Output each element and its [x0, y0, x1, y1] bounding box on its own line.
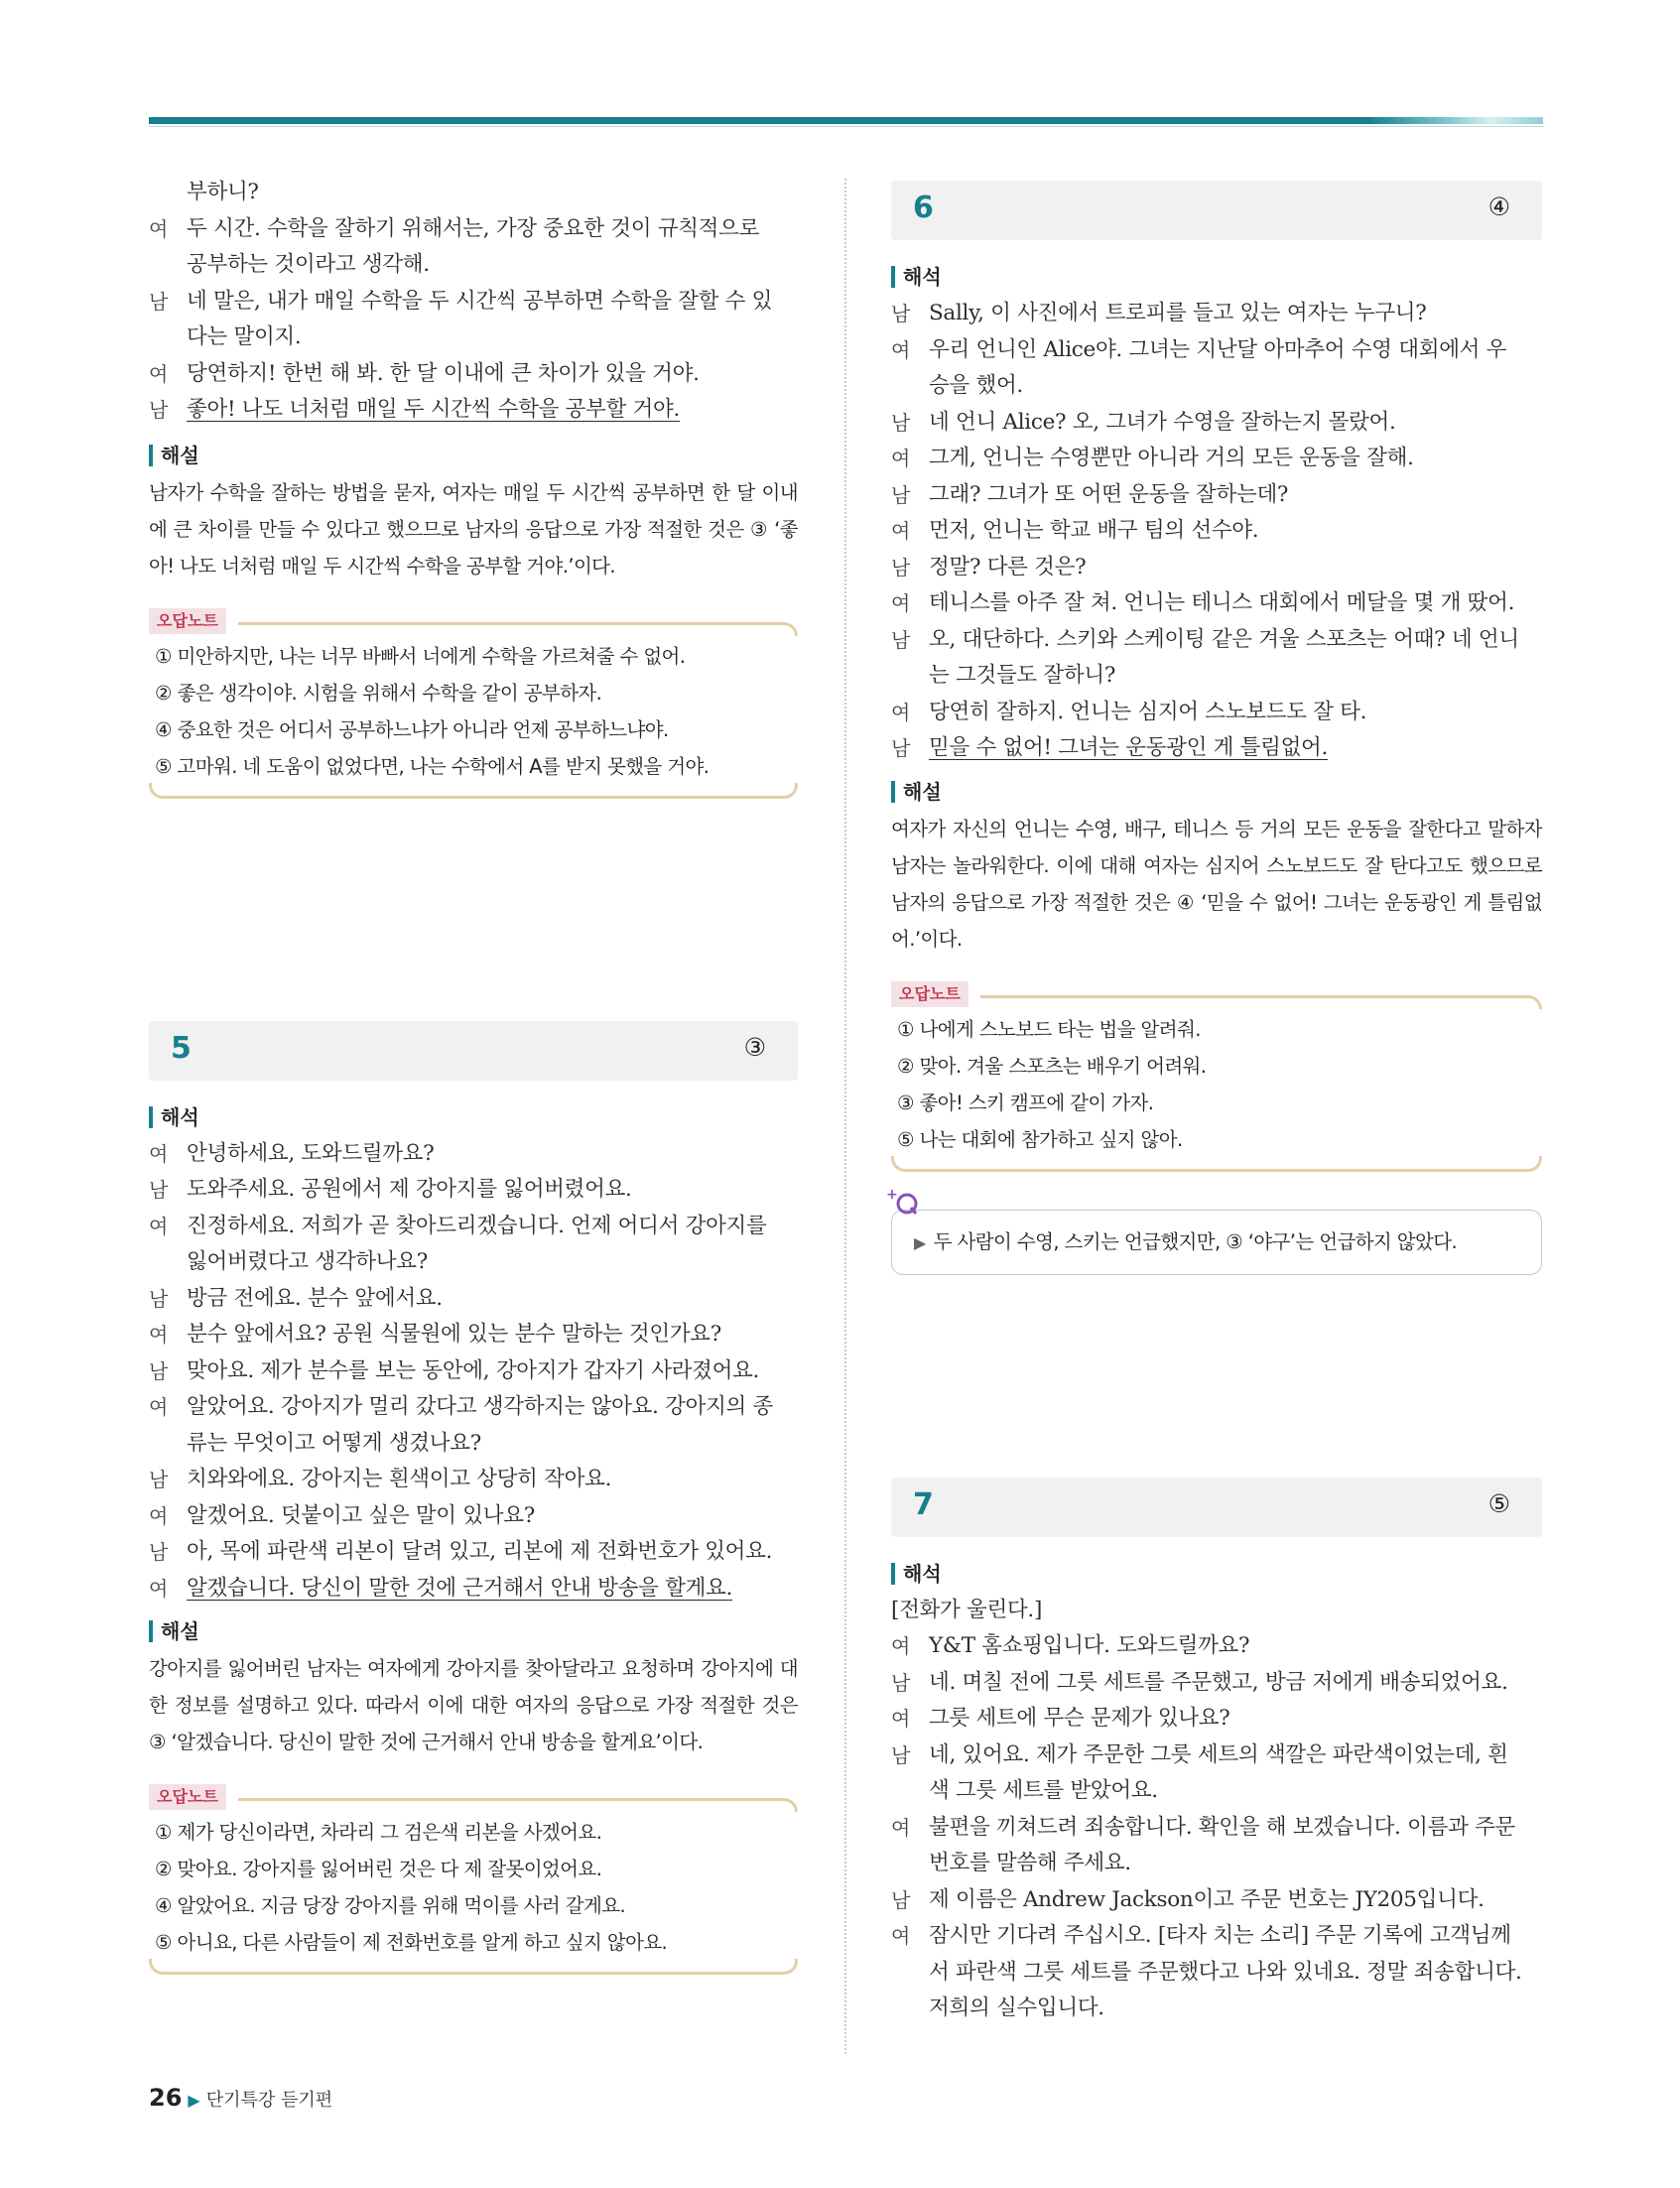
dialogue-line: 여 분수 앞에서요? 공원 식물원에 있는 분수 말하는 것인가요?	[149, 1322, 721, 1347]
note-item: ⑤ 아니요, 다른 사람들이 제 전화번호를 알게 하고 싶지 않아요.	[155, 1931, 668, 1954]
dialogue-line: 남 제 이름은 Andrew Jackson이고 주문 번호는 JY205입니다.	[891, 1886, 1485, 1912]
dialogue-line: 류는 무엇이고 어떻게 생겼나요?	[187, 1430, 481, 1456]
note-tag: 오답노트	[149, 1784, 226, 1810]
svg-text:+: +	[886, 1186, 898, 1203]
question-header-7	[891, 1478, 1542, 1537]
dialogue-line: 여 불편을 끼쳐드려 죄송합니다. 확인을 해 보겠습니다. 이름과 주문	[891, 1814, 1516, 1840]
dialogue-line: 남 아, 목에 파란색 리본이 달려 있고, 리본에 제 전화번호가 있어요.	[149, 1539, 773, 1564]
q7-dialogue	[891, 1628, 1542, 2027]
dialogue-line: 남 맞아요. 제가 분수를 보는 동안에, 강아지가 갑자기 사라졌어요.	[149, 1357, 760, 1383]
arrow-right-icon: ▶	[914, 1232, 926, 1252]
dialogue-line: 남 네, 있어요. 제가 주문한 그릇 세트의 색깔은 파란색이었는데, 흰	[891, 1741, 1508, 1767]
dialogue-line: 여 알았어요. 강아지가 멀리 갔다고 생각하지는 않아요. 강아지의 종	[149, 1394, 774, 1419]
dialogue-line: 여 두 시간. 수학을 잘하기 위해서는, 가장 중요한 것이 규칙적으로	[149, 215, 760, 241]
note-item: ⑤ 고마워. 네 도움이 없었다면, 나는 수학에서 A를 받지 못했을 거야.	[155, 754, 710, 778]
header-rule-thin	[149, 126, 1543, 127]
question-answer: ⑤	[1487, 1488, 1510, 1518]
note-item: ① 제가 당신이라면, 차라리 그 검은색 리본을 사겠어요.	[155, 1821, 602, 1844]
dialogue-line: 여 우리 언니인 Alice야. 그녀는 지난달 아마추어 수영 대회에서 우	[891, 336, 1507, 362]
dialogue-line: 공부하는 것이라고 생각해.	[187, 252, 430, 277]
page-number: 26	[149, 2084, 183, 2112]
note-item: ② 맞아요. 강아지를 잃어버린 것은 다 제 잘못이었어요.	[155, 1858, 602, 1880]
header-rule-gradient	[1369, 117, 1543, 124]
dialogue-line: 저희의 실수입니다.	[929, 1995, 1104, 2020]
section-heading-explanation: 해설	[891, 781, 1542, 803]
question-answer: ③	[743, 1032, 766, 1062]
dialogue-line: 는 그것들도 잘하니?	[929, 663, 1116, 688]
dialogue-answer-line: 남 좋아! 나도 너처럼 매일 두 시간씩 수학을 공부할 거야.	[149, 397, 680, 422]
question-number: 7	[913, 1486, 934, 1522]
note-item: ① 미안하지만, 나는 너무 바빠서 너에게 수학을 가르쳐줄 수 없어.	[155, 644, 686, 668]
dialogue-line: 여 진정하세요. 저희가 곧 찾아드리겠습니다. 언제 어디서 강아지를	[149, 1213, 767, 1238]
header-rule	[149, 117, 1543, 124]
triangle-right-icon: ▶	[188, 2091, 200, 2110]
note-item: ② 맞아. 겨울 스포츠는 배우기 어려워.	[897, 1054, 1207, 1078]
q-note-text: 두 사람이 수영, 스키는 언급했지만, ③ ‘야구’는 언급하지 않았다.	[933, 1229, 1458, 1253]
dialogue-line: 부하니?	[187, 180, 259, 204]
dialogue-line: 남 그래? 그녀가 또 어떤 운동을 잘하는데?	[891, 481, 1289, 507]
note-item: ④ 중요한 것은 어디서 공부하느냐가 아니라 언제 공부하느냐야.	[155, 717, 669, 741]
question-answer: ④	[1487, 193, 1510, 221]
dialogue-line: 남 네 언니 Alice? 오, 그녀가 수영을 잘하는지 몰랐어.	[891, 409, 1396, 435]
section-heading-translation: 해석	[891, 266, 1542, 288]
q-note-bubble	[886, 1186, 1542, 1275]
q5-dialogue	[149, 1136, 798, 1608]
dialogue-line: 여 테니스를 아주 잘 쳐. 언니는 테니스 대회에서 메달을 몇 개 땄어.	[891, 590, 1515, 615]
note-tag: 오답노트	[891, 981, 969, 1007]
wrong-answer-note	[891, 981, 1542, 1166]
plus-q-icon	[886, 1187, 920, 1217]
left-column	[149, 175, 798, 1969]
dialogue-line: 남 네 말은, 내가 매일 수학을 두 시간씩 공부하면 수학을 잘할 수 있	[149, 288, 773, 314]
q6-dialogue	[891, 296, 1542, 767]
dialogue-answer-line: 여 알겠습니다. 당신이 말한 것에 근거해서 안내 방송을 할게요.	[149, 1575, 733, 1601]
question-number: 6	[913, 191, 934, 225]
section-heading-translation: 해석	[149, 1106, 798, 1128]
wrong-answer-note	[149, 608, 798, 793]
dialogue-line: 여 안녕하세요, 도와드릴까요?	[149, 1140, 435, 1166]
explanation-text: 여자가 자신의 언니는 수영, 배구, 테니스 등 거의 모든 운동을 잘한다고 말하자 남자는 놀라워한다. 이에 대해 여자는 심지어 스노보드도 잘 탄다고도 했으므로 남자의 응답으로 가장 적절한 것은 ④ ‘믿을 수 없어! 그녀는 운동광인 게 틀림없어.’이다.	[891, 817, 1542, 951]
page-footer	[149, 2084, 332, 2112]
dialogue-line: 남 정말? 다른 것은?	[891, 554, 1087, 579]
note-item: ② 좋은 생각이야. 시험을 위해서 수학을 같이 공부하자.	[155, 681, 602, 705]
scene-direction: [전화가 울린다.]	[891, 1597, 1043, 1622]
wrong-answer-note	[149, 1784, 798, 1969]
question-header-5	[149, 1021, 798, 1081]
dialogue-line: 남 방금 전에요. 분수 앞에서요.	[149, 1285, 443, 1311]
note-item: ⑤ 나는 대회에 참가하고 싶지 않아.	[897, 1127, 1183, 1151]
dialogue-line: 여 먼저, 언니는 학교 배구 팀의 선수야.	[891, 518, 1259, 543]
explanation-text: 강아지를 잃어버린 남자는 여자에게 강아지를 찾아달라고 요청하며 강아지에 대한 정보를 설명하고 있다. 따라서 이에 대한 여자의 응답으로 가장 적절한 것은 ③ ‘알겠습니다. 당신이 말한 것에 근거해서 안내 방송을 할게요’이다.	[149, 1657, 798, 1753]
book-title: 단기특강 듣기편	[205, 2090, 333, 2111]
dialogue-line: 여 알겠어요. 덧붙이고 싶은 말이 있나요?	[149, 1502, 535, 1528]
dialogue-line: 남 Sally, 이 사진에서 트로피를 들고 있는 여자는 누구니?	[891, 301, 1427, 325]
dialogue-line: 여 Y&T 홈쇼핑입니다. 도와드릴까요?	[891, 1633, 1250, 1658]
dialogue-line: 승을 했어.	[929, 373, 1023, 398]
dialogue-line: 여 그릇 세트에 무슨 문제가 있나요?	[891, 1706, 1230, 1731]
column-divider	[844, 179, 846, 2054]
note-item: ③ 좋아! 스키 캠프에 같이 가자.	[897, 1091, 1154, 1114]
top-dialogue	[149, 175, 798, 429]
dialogue-line: 번호를 말씀해 주세요.	[929, 1851, 1131, 1875]
dialogue-line: 서 파란색 그릇 세트를 주문했다고 나와 있네요. 정말 죄송합니다.	[929, 1959, 1522, 1985]
dialogue-answer-line: 남 믿을 수 없어! 그녀는 운동광인 게 틀림없어.	[891, 735, 1329, 760]
explanation-text: 남자가 수학을 잘하는 방법을 묻자, 여자는 매일 두 시간씩 공부하면 한 달 이내에 큰 차이를 만들 수 있다고 했으므로 남자의 응답으로 가장 적절한 것은 ③ ‘좋아! 나도 너처럼 매일 두 시간씩 수학을 공부할 거야.’이다.	[149, 480, 798, 578]
note-tag: 오답노트	[149, 608, 226, 634]
section-heading-translation: 해석	[891, 1563, 1542, 1585]
section-heading-explanation: 해설	[149, 1620, 798, 1642]
dialogue-line: 남 치와와에요. 강아지는 흰색이고 상당히 작아요.	[149, 1467, 612, 1491]
dialogue-line: 남 오, 대단하다. 스키와 스케이팅 같은 겨울 스포츠는 어때? 네 언니	[891, 626, 1519, 652]
question-number: 5	[171, 1030, 192, 1066]
dialogue-line: 남 네. 며칠 전에 그릇 세트를 주문했고, 방금 저에게 배송되었어요.	[891, 1669, 1508, 1695]
dialogue-line: 여 당연히 잘하지. 언니는 심지어 스노보드도 잘 타.	[891, 699, 1367, 724]
note-item: ① 나에게 스노보드 타는 법을 알려줘.	[897, 1017, 1201, 1041]
dialogue-line: 여 잠시만 기다려 주십시오. [타자 치는 소리] 주문 기록에 고객님께	[891, 1923, 1511, 1948]
dialogue-line: 색 그릇 세트를 받았어요.	[929, 1778, 1158, 1803]
dialogue-line: 여 그게, 언니는 수영뿐만 아니라 거의 모든 운동을 잘해.	[891, 446, 1414, 470]
question-header-6	[891, 181, 1542, 240]
dialogue-line: 잃어버렸다고 생각하나요?	[187, 1249, 428, 1274]
section-heading-explanation: 해설	[149, 445, 798, 466]
right-column	[886, 181, 1542, 2027]
dialogue-line: 다는 말이지.	[187, 324, 302, 349]
dialogue-line: 여 당연하지! 한번 해 봐. 한 달 이내에 큰 차이가 있을 거야.	[149, 360, 700, 386]
note-item: ④ 알았어요. 지금 당장 강아지를 위해 먹이를 사러 갈게요.	[155, 1894, 626, 1917]
dialogue-line: 남 도와주세요. 공원에서 제 강아지를 잃어버렸어요.	[149, 1177, 632, 1202]
